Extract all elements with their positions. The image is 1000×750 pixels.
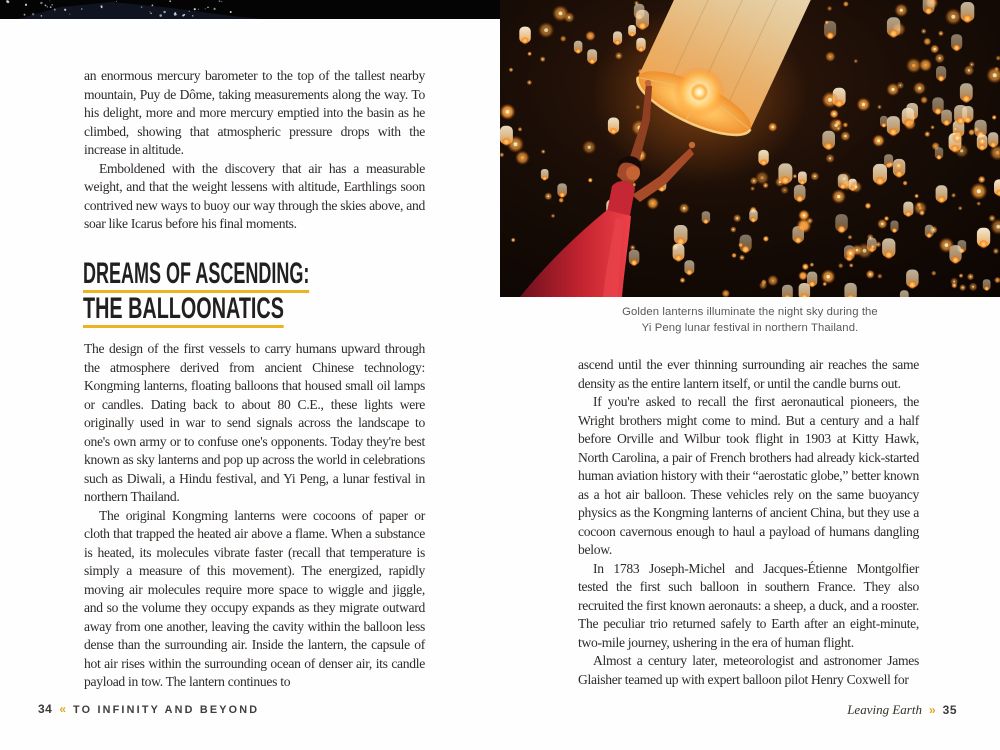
lantern-festival-photo [500, 0, 1000, 297]
paragraph: In 1783 Joseph-Michel and Jacques-Étienne Montgolfier tested the first such balloon in southern France. They also recruited the first known aeronauts: a sheep, a duck, and a rooster. The peculiar trio returned safely to Earth after an eight-minute, two-mile journey, ushering in the era of human flight. [578, 560, 919, 650]
heading-line-1: DREAMS OF ASCENDING: [83, 258, 309, 293]
heading-line-2: THE BALLOONATICS [83, 293, 284, 328]
paragraph: The original Kongming lanterns were cocoons of paper or cloth that trapped the heated air above a flame. When a substance is heated, its molecules vibrate faster (recall that temperature is simply a measure of this movement). The energized, rapidly moving air molecules require more space to wiggle and jiggle, and so the volume they occupy expands as they migrate outward away from one another, leaving the cavity within the balloon less dense than the surrounding air. Inside the lantern, the capsule of hot air rises within the surrounding ocean of denser air, its candle payload in tow. The lantern continues to [84, 507, 425, 689]
right-column [578, 356, 919, 689]
section-heading [83, 254, 460, 324]
photo-caption-line: Yi Peng lunar festival in northern Thailand. [641, 321, 859, 334]
starfield-strip [0, 0, 505, 19]
page-footer-left [38, 702, 259, 716]
page-footer-right [847, 702, 957, 718]
photo-caption [500, 305, 1000, 336]
paragraph: If you're asked to recall the first aeronautical pioneers, the Wright brothers might come to mind. But a century and a half before Orville and Wilbur took flight in 1903 at Kitty Hawk, North Carolina, a pair of French brothers had already kick-started human aviation history with their “aerostatic globe,” better known as a hot air balloon. These vehicles rely on the same buoyancy physics as the Kongming lanterns of ancient China, but they use a cocoon cavernous enough to haul a payload of humans dangling below. [578, 394, 919, 557]
paragraph: Almost a century later, meteorologist and astronomer James Glaisher teamed up with expert balloon pilot Henry Coxwell for [578, 653, 919, 687]
left-column-top [84, 67, 425, 234]
page-number: 35 [942, 703, 957, 717]
paragraph: ascend until the ever thinning surrounding air reaches the same density as the entire lantern itself, or until the candle burns out. [578, 357, 919, 391]
guillemet-right-icon: » [928, 703, 936, 717]
left-column-bottom [84, 340, 425, 692]
running-section-title: Leaving Earth [847, 702, 922, 717]
page-number: 34 [38, 702, 53, 716]
lantern-festival-illustration [500, 0, 1000, 297]
guillemet-left-icon: « [59, 702, 67, 716]
photo-caption-line: Golden lanterns illuminate the night sky during the [622, 306, 878, 318]
paragraph: an enormous mercury barometer to the top of the tallest nearby mountain, Puy de Dôme, taking measurements along the way. To his delight, more and more mercury emptied into the basin as he climbed, showing that atmospheric pressure drops with the increase in altitude. [84, 68, 425, 157]
paragraph: The design of the first vessels to carry humans upward through the atmosphere derived from ancient Chinese technology: Kongming lanterns, floating balloons that housed small oil lamps or candles. Dating back to about 80 C.E., these lights were originally used in war to send signals across the landscape to one's own army or to confuse one's opponents. Today they're best known as sky lanterns and pop up across the world in celebrations such as Diwali, a Hindu festival, and Yi Peng, a lunar festival in northern Thailand. [84, 341, 425, 504]
paragraph: Emboldened with the discovery that air has a measurable weight, and that the weight lessens with altitude, Earthlings soon contrived new ways to buoy our way through the skies above, and soar like Icarus before his final moments. [84, 160, 425, 231]
chapter-title: TO INFINITY AND BEYOND [73, 704, 260, 716]
top-edge-strip [0, 0, 505, 19]
